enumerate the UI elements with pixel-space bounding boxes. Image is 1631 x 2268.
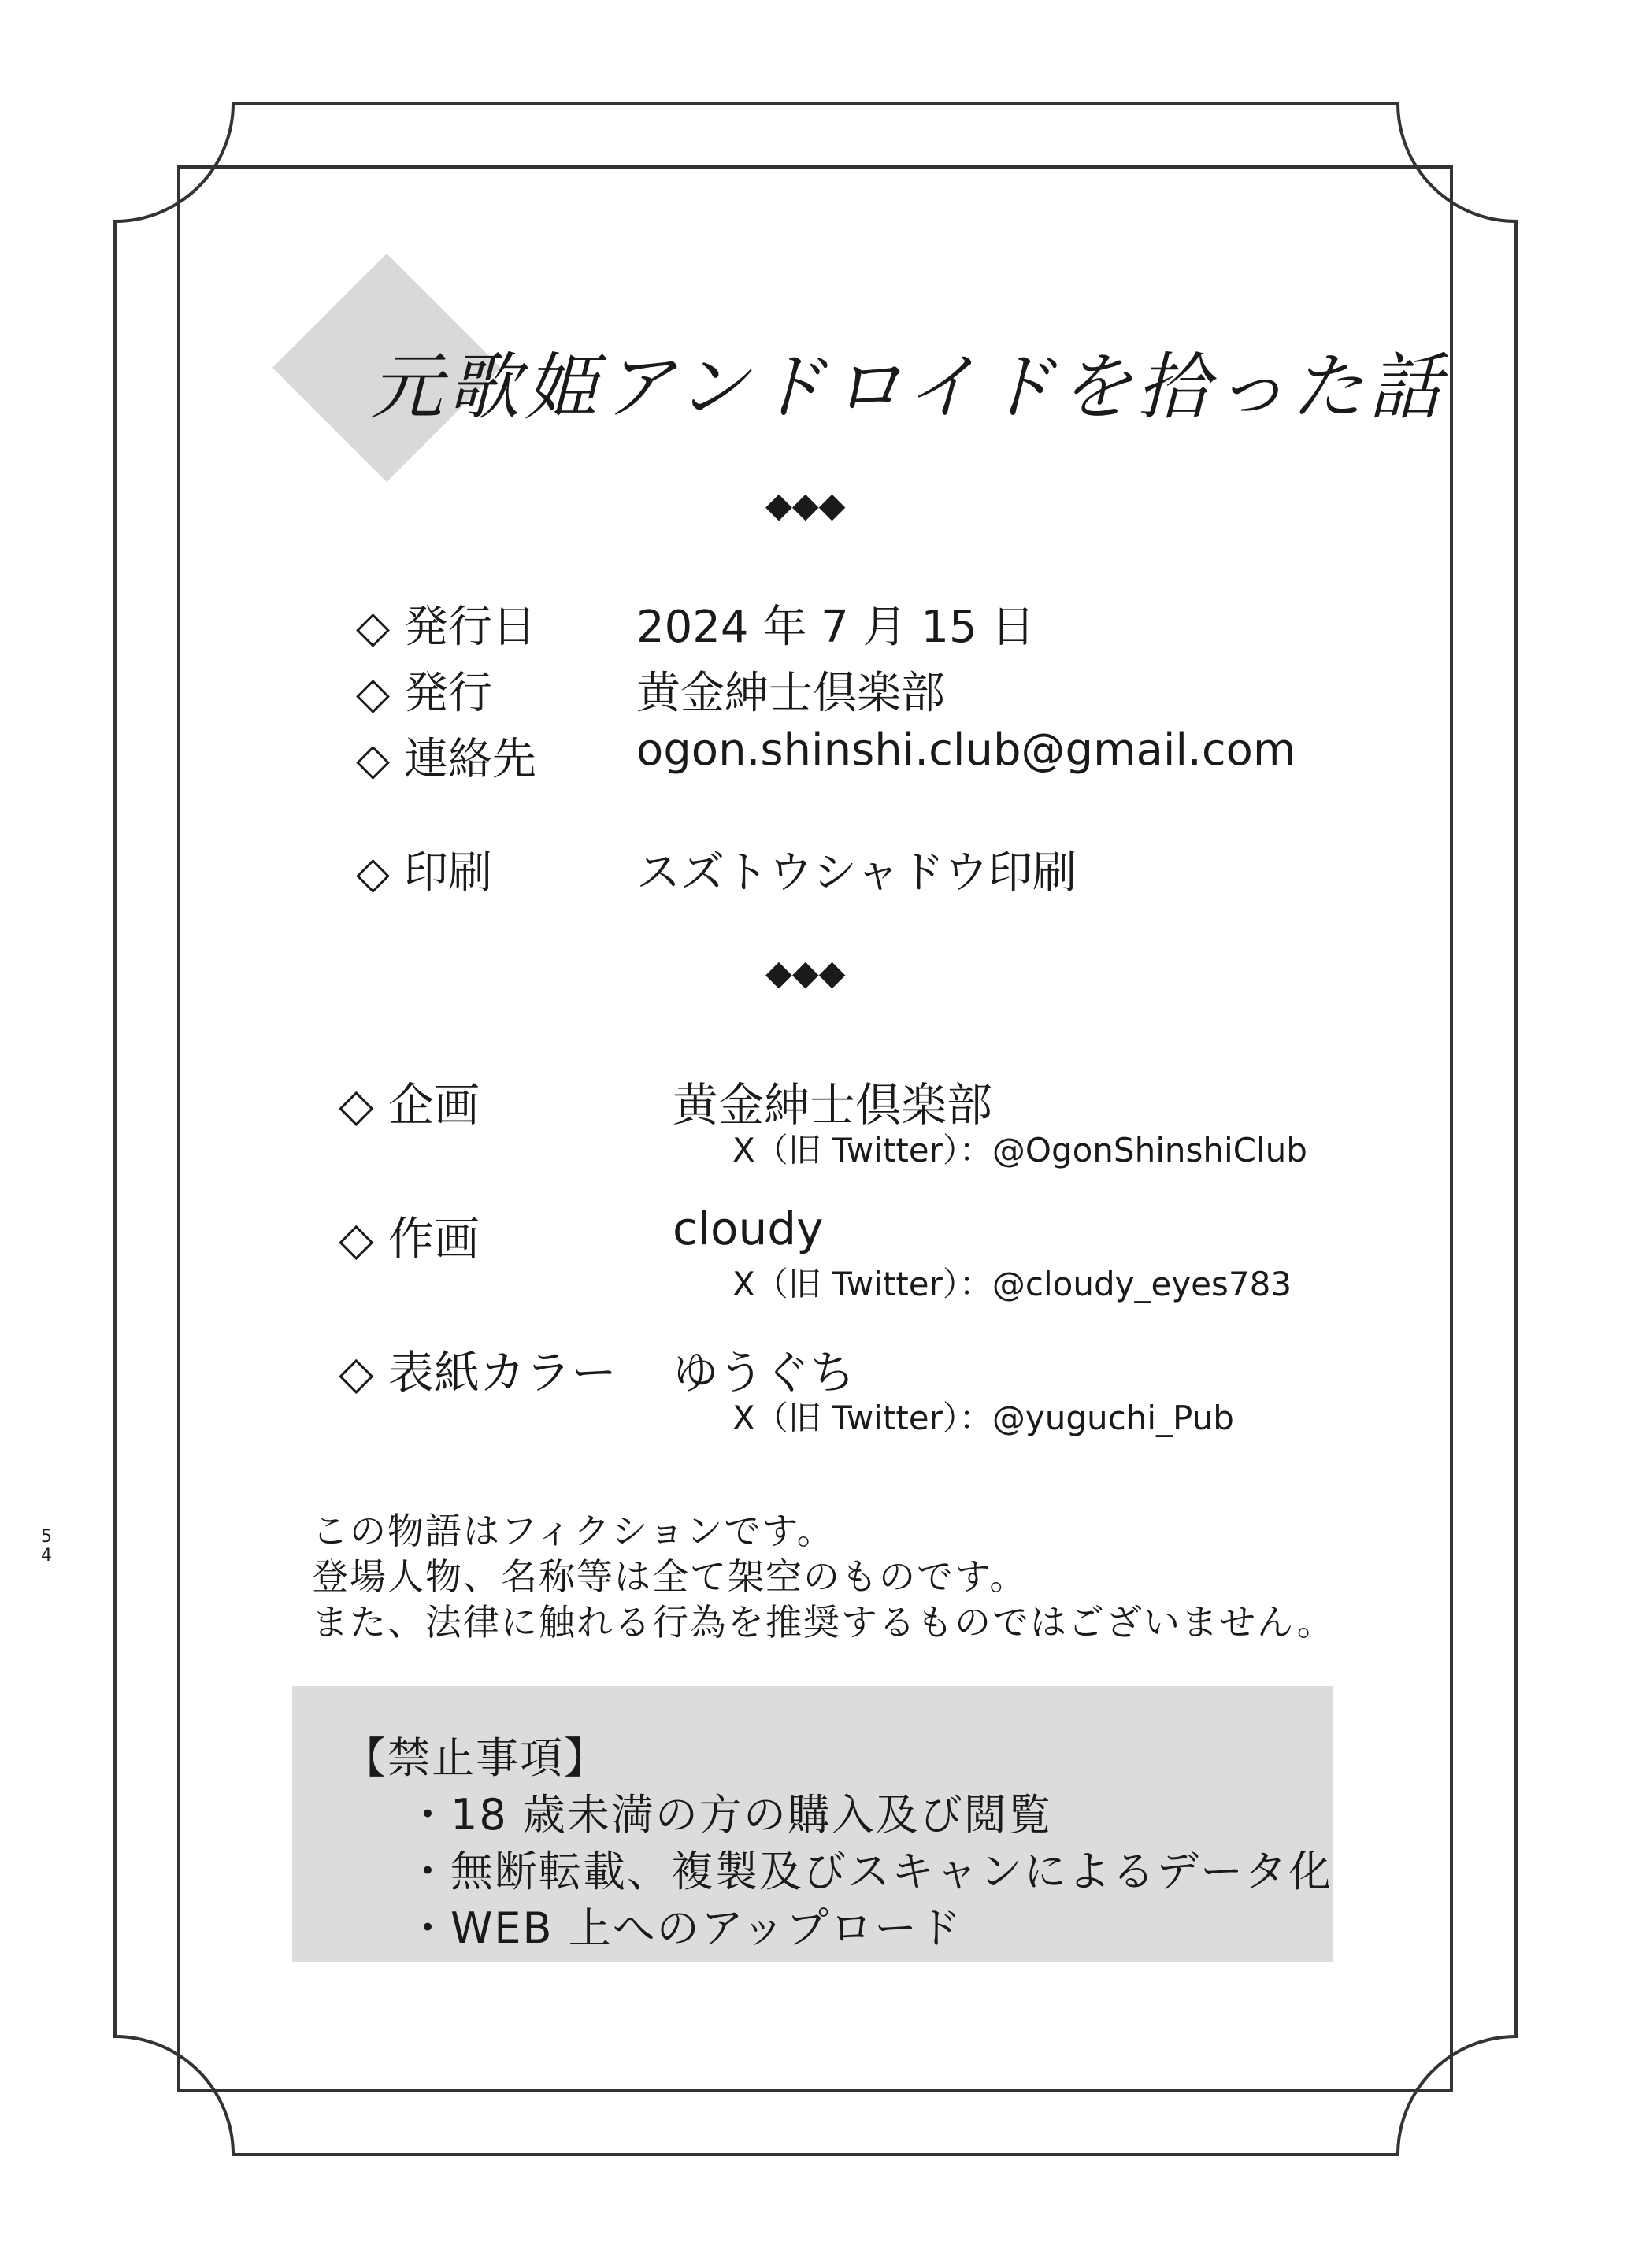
credit-role-cover-color: ◇ 表紙カラー: [339, 1346, 617, 1399]
colophon-value-publisher: 黄金紳士倶楽部: [636, 668, 945, 719]
colophon-value-printer: スズトウシャドウ印刷: [636, 847, 1077, 899]
credit-handle-planning: X（旧 Twitter）：@OgonShinshiClub: [732, 1131, 1307, 1169]
credit-name-planning: 黄金紳士倶楽部: [673, 1078, 993, 1132]
page-number: [41, 1528, 52, 1566]
credit-handle-cover-color: X（旧 Twitter）：@yuguchi_Pub: [732, 1399, 1234, 1437]
separator-bottom: ◆◆◆: [765, 953, 846, 993]
credit-name-cover-color: ゆうぐち: [673, 1346, 856, 1399]
colophon-label-date: ◇ 発行日: [356, 602, 536, 653]
prohibited-item: ・WEB 上へのアップロード: [406, 1903, 962, 1953]
colophon-label-contact: ◇ 連絡先: [356, 734, 536, 785]
separator-top: ◆◆◆: [765, 485, 846, 525]
disclaimer-line-3: また、法律に触れる行為を推奨するものではございません。: [312, 1601, 1335, 1644]
colophon-label-printer: ◇ 印刷: [356, 847, 492, 899]
colophon-label-publisher: ◇ 発行: [356, 668, 492, 719]
colophon-value-contact: ogon.shinshi.club@gmail.com: [636, 724, 1296, 776]
credit-handle-art: X（旧 Twitter）：@cloudy_eyes783: [732, 1265, 1292, 1303]
credit-name-art: cloudy: [673, 1202, 824, 1255]
credit-role-art: ◇ 作画: [339, 1212, 480, 1266]
prohibited-heading: 【禁止事項】: [343, 1733, 608, 1783]
credit-role-planning: ◇ 企画: [339, 1078, 480, 1132]
disclaimer-line-1: この物語はフィクションです。: [312, 1510, 835, 1552]
page-number-digit: 4: [41, 1546, 52, 1566]
page-title: 元歌姫アンドロイドを拾った話: [370, 345, 1446, 429]
prohibited-item: ・18 歳未満の方の購入及び閲覧: [406, 1790, 1052, 1840]
colophon-value-date: 2024 年 7 月 15 日: [636, 602, 1036, 653]
page-number-digit: 5: [41, 1527, 52, 1547]
disclaimer-line-2: 登場人物、名称等は全て架空のものです。: [312, 1555, 1028, 1598]
prohibited-item: ・無断転載、複製及びスキャンによるデータ化: [406, 1847, 1333, 1896]
